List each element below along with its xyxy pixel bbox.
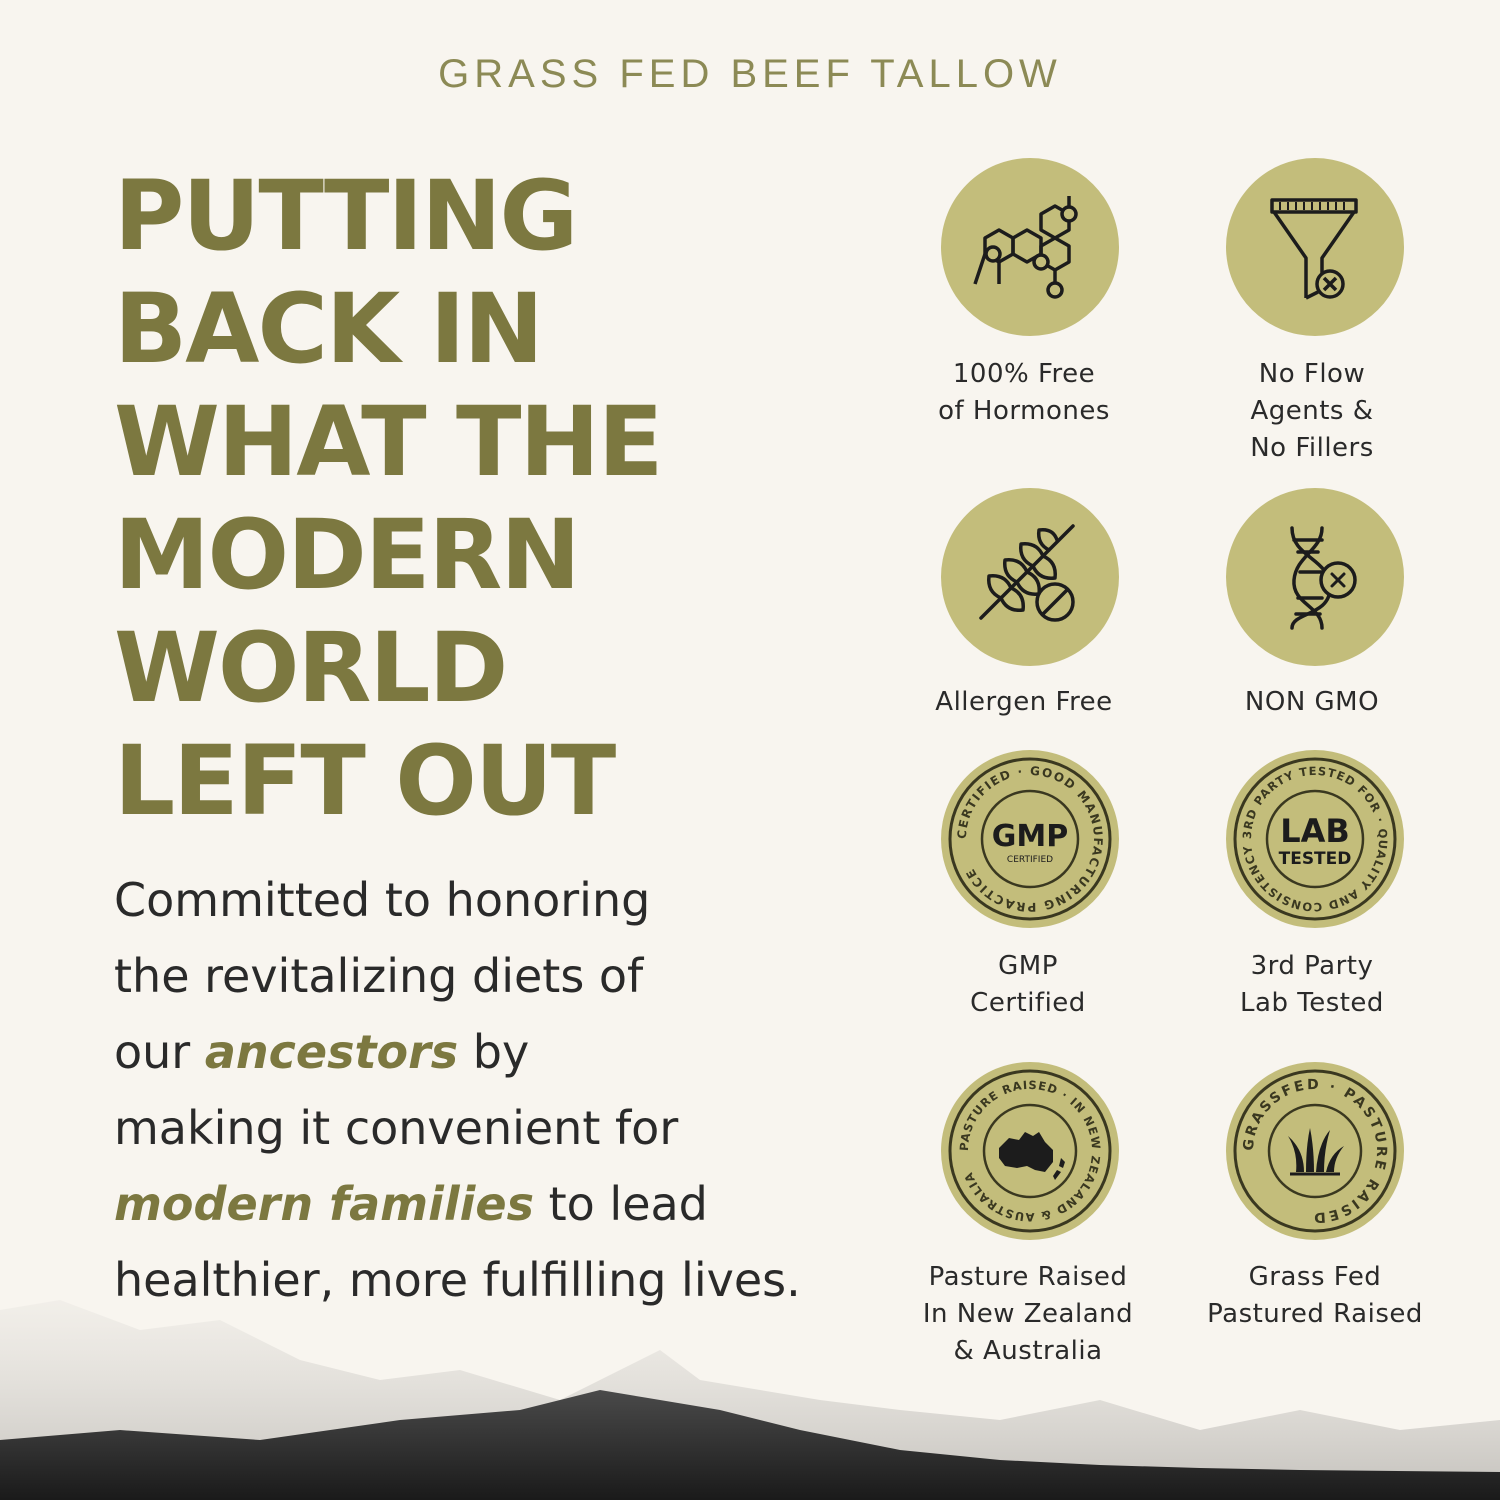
seal-ring-text: PASTURE RAISED · IN NEW ZEALAND & AUSTRALIA	[956, 1077, 1104, 1225]
wheat-no-allergen-icon	[941, 488, 1119, 666]
badge-label-line: 100% Free	[952, 359, 1096, 389]
headline	[114, 160, 661, 838]
badge-label	[894, 684, 1154, 721]
badge-label	[1182, 948, 1442, 1022]
badge-label-line: of Hormones	[938, 396, 1110, 426]
badge-label-line: No Fillers	[1250, 433, 1374, 463]
badge-label-line: & Australia	[953, 1336, 1103, 1366]
badge-label-line: In New Zealand	[922, 1299, 1134, 1329]
badge-label-line: Lab Tested	[1240, 988, 1384, 1018]
gmp-seal-icon	[941, 750, 1119, 928]
lab-tested-seal-icon	[1226, 750, 1404, 928]
badge-no-fillers	[1226, 158, 1404, 336]
badge-label-line: GMP	[998, 951, 1058, 981]
emphasis-ancestors: ancestors	[204, 1025, 459, 1079]
molecule-icon	[941, 158, 1119, 336]
new-zealand-map-icon	[1053, 1158, 1065, 1180]
australia-map-icon	[999, 1132, 1053, 1172]
grass-icon	[1288, 1128, 1344, 1172]
headline-line: LEFT OUT	[114, 725, 615, 837]
grassfed-seal-icon	[1226, 1062, 1404, 1240]
eyebrow-title: GRASS FED BEEF TALLOW	[438, 52, 1062, 96]
body-line: the revitalizing diets of	[114, 949, 644, 1003]
badge-label-line: Pasture Raised	[928, 1262, 1128, 1292]
emphasis-modern-families: modern families	[114, 1177, 534, 1231]
badge-label	[1182, 356, 1442, 467]
badge-label-line: Pastured Raised	[1207, 1299, 1423, 1329]
pasture-raised-seal-icon	[941, 1062, 1119, 1240]
seal-ring-text: 3RD PARTY TESTED FOR · QUALITY AND CONSISTENCY	[1239, 763, 1391, 915]
headline-line: MODERN	[114, 499, 579, 611]
headline-line: PUTTING	[114, 160, 577, 272]
body-line-part: our	[114, 1025, 205, 1079]
funnel-no-fillers-icon	[1226, 158, 1404, 336]
seal-main-text: GMP	[991, 819, 1069, 854]
badge-label-line: NON GMO	[1244, 687, 1380, 717]
badge-label	[898, 948, 1158, 1022]
seal-ring-text: CERTIFIED · GOOD MANUFACTURING PRACTICE	[954, 763, 1106, 915]
badge-gmp	[941, 750, 1119, 928]
badge-lab-tested	[1226, 750, 1404, 928]
badge-label-line: 3rd Party	[1250, 951, 1374, 981]
badge-grass-fed	[1226, 1062, 1404, 1240]
body-line: making it convenient for	[114, 1101, 679, 1155]
badge-label	[1182, 684, 1442, 721]
mountain-landscape	[0, 1290, 1500, 1500]
body-line-part: by	[458, 1025, 530, 1079]
badge-label-line: Agents &	[1250, 396, 1374, 426]
seal-sub-text: CERTIFIED	[1006, 855, 1054, 865]
seal-sub-text: TESTED	[1278, 849, 1352, 869]
seal-ring-text: GRASSFED · PASTURE RAISED	[1240, 1076, 1390, 1226]
badge-pasture-raised	[941, 1062, 1119, 1240]
badge-allergen-free	[941, 488, 1119, 666]
badge-label-line: Grass Fed	[1248, 1262, 1382, 1292]
badge-label-line: Certified	[970, 988, 1086, 1018]
body-line: healthier, more fulfilling lives.	[114, 1253, 801, 1307]
seal-main-text: LAB	[1280, 812, 1350, 850]
svg-text:GRASSFED · PASTURE RAISED	[1241, 1077, 1389, 1225]
headline-line: WHAT THE	[114, 386, 662, 498]
body-copy	[114, 862, 874, 1318]
badge-non-gmo	[1226, 488, 1404, 666]
headline-line: BACK IN	[114, 273, 542, 385]
badge-label-line: Allergen Free	[935, 687, 1113, 717]
body-line: Committed to honoring	[114, 873, 651, 927]
badge-hormone-free	[941, 158, 1119, 336]
dna-no-gmo-icon	[1226, 488, 1404, 666]
body-line-part: to lead	[533, 1177, 708, 1231]
headline-line: WORLD	[114, 612, 507, 724]
badge-label-line: No Flow	[1258, 359, 1366, 389]
badge-label	[894, 356, 1154, 430]
